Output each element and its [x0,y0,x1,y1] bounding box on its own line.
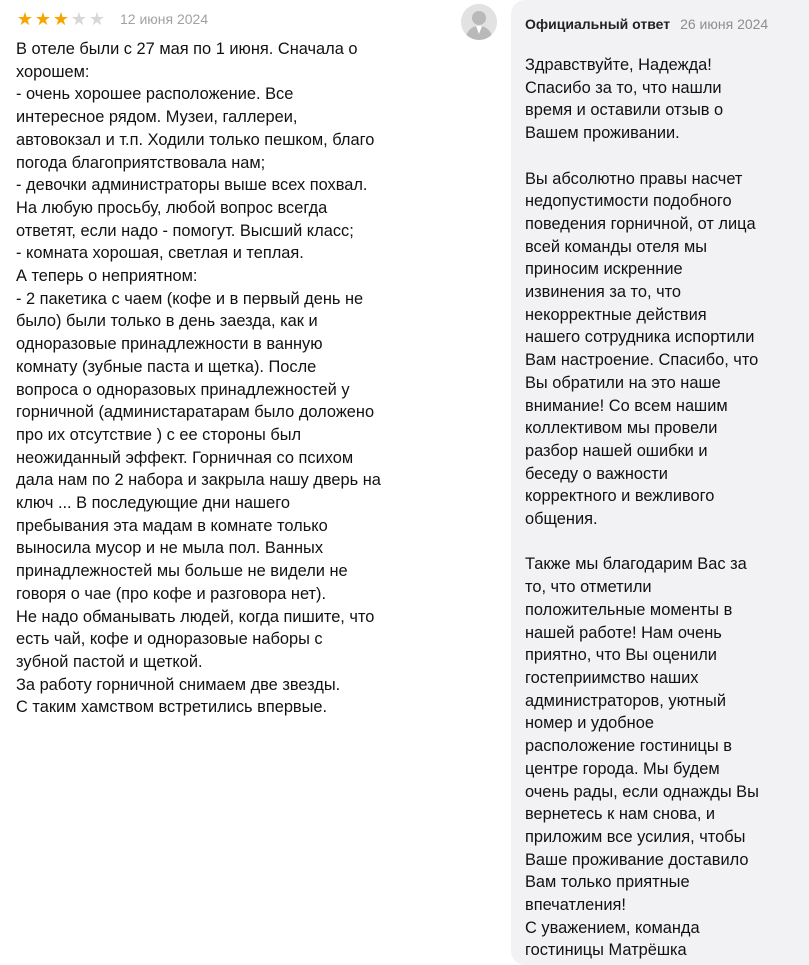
user-avatar-icon [461,4,497,40]
official-response-label: Официальный ответ [525,16,671,32]
response-date: 26 июня 2024 [680,16,769,32]
review-text: В отеле были с 27 мая по 1 июня. Сначала о хорошем: - очень хорошее расположение. Все интересное рядом. Музеи, галлереи, автовокзал и т.п. Ходили только пешком, благо погода благоприятствовала нам; - девочки администраторы выше всех похвал. На любую просьбу, любой вопрос всегда ответят, если надо - помогут. Высший класс; - комната хорошая, светлая и теплая. А теперь о неприятном: - 2 пакетика с чаем (кофе и в первый день не было) были только в день заезда, как и одноразовые принадлежности в ванную комнату (зубные паста и щетка). После вопроса о одноразовых принадлежностей у горничной (администаратарам было доложено про их отсутствие ) с ее стороны был неожиданный эффект. Горничная со психом дала нам по 2 набора и закрыла нашу дверь на ключ ... В последующие дни нашего пребывания эта мадам в комнате только выносила мусор и не мыла пол. Ванных принадлежностей мы больше не видели не говоря о чае (про кофе и разговора нет). Не надо обманывать людей, когда пишите, что есть чай, кофе и одноразовые наборы с зубной пастой и щеткой. За работу горничной снимаем две звезды. С таким хамством встретились впервые. [16,40,381,717]
official-response [511,0,809,965]
review [16,8,436,719]
rating-stars [16,10,106,28]
star-icon: ★ [52,9,70,29]
avatar [461,4,497,40]
star-icon: ★ [16,9,34,29]
review-date: 12 июня 2024 [120,11,209,27]
review-header [16,8,436,30]
star-icon: ★ [34,9,52,29]
star-icon: ★ [70,9,88,29]
star-icon: ★ [88,9,106,29]
response-header [511,0,809,34]
response-text: Здравствуйте, Надежда! Спасибо за то, что нашли время и оставили отзыв о Вашем проживании. Вы абсолютно правы насчет недопустимости подобного поведения горничной, от лица всей команды отеля мы приносим искренние извинения за то, что некорректные действия нашего сотрудника испортили Вам настроение. Спасибо, что Вы обратили на это наше внимание! Со всем нашим коллективом мы провели разбор нашей ошибки и беседу о важности корректного и вежливого общения. Также мы благодарим Вас за то, что отметили положительные моменты в нашей работе! Нам очень приятно, что Вы оценили гостеприимство наших администраторов, уютный номер и удобное расположение гостиницы в центре города. Мы будем очень рады, если однажды Вы вернетесь к нам снова, и приложим все усилия, чтобы Ваше проживание доставило Вам только приятные впечатления! С уважением, команда гостиницы Матрёшка [525,56,759,960]
